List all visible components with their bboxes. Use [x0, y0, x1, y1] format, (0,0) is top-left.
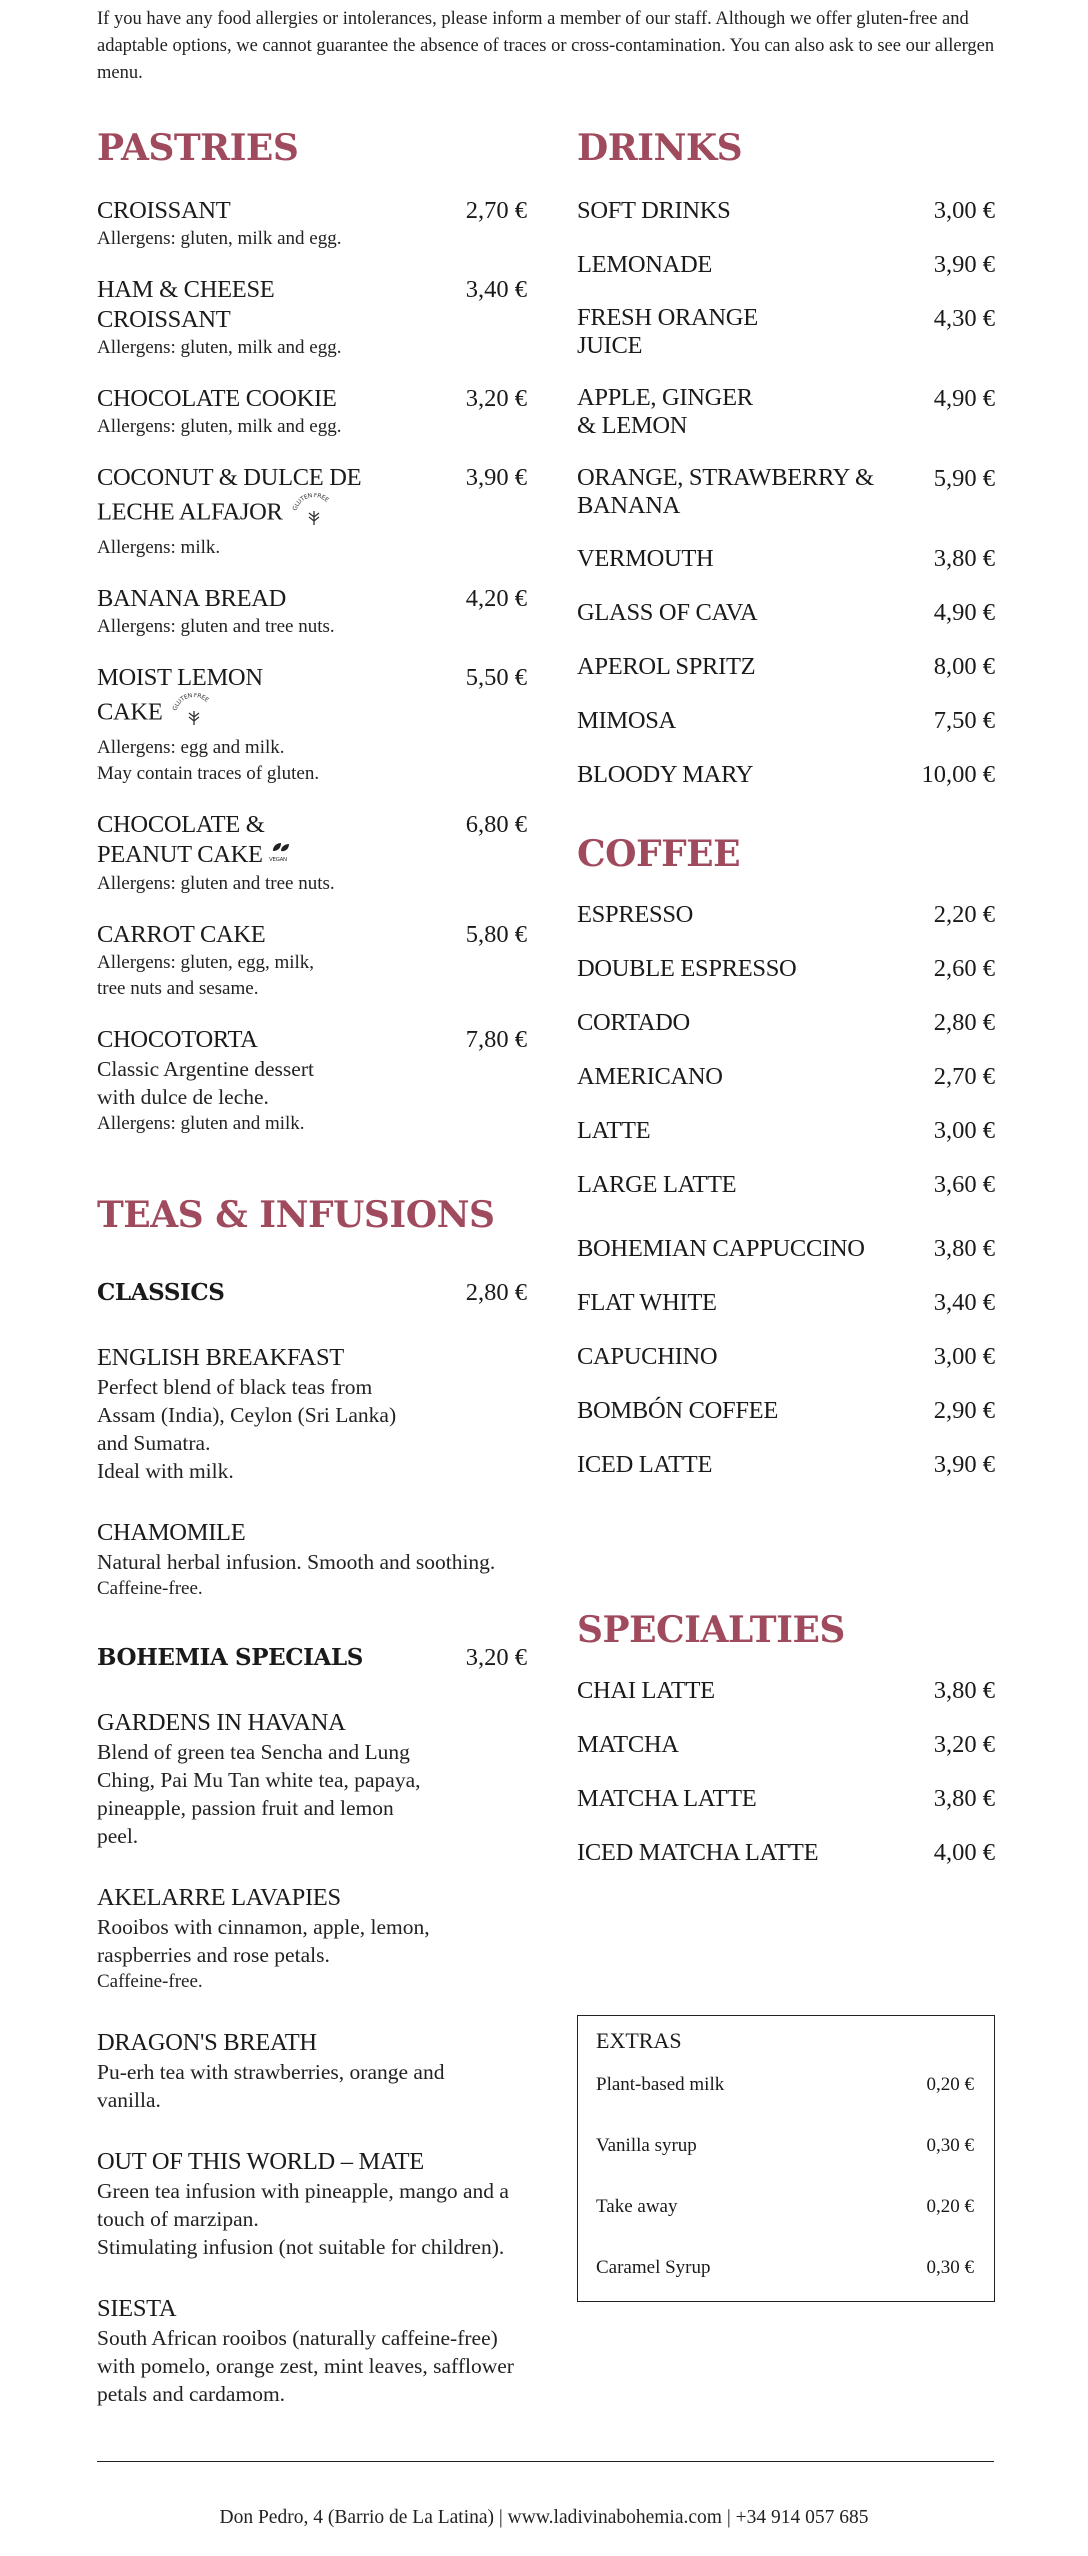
drink-price: 10,00 € [921, 761, 995, 788]
menu-item [97, 1025, 527, 1137]
drink-name: MIMOSA [577, 707, 676, 734]
menu-item [97, 920, 527, 1002]
coffee-item [577, 1396, 995, 1426]
coffee-name: FLAT WHITE [577, 1289, 717, 1316]
drink-item [577, 464, 995, 520]
item-allergens: Allergens: gluten, egg, milk, tree nuts and sesame. [97, 952, 315, 1000]
drink-item [577, 304, 995, 360]
allergy-notice: If you have any food allergies or intolerances, please inform a member of our staff. Although we offer gluten-free and adaptable options, we cannot guarantee the absence of traces or cross-contamination. You can also ask to see our allergen menu. [97, 9, 995, 83]
coffee-name: BOHEMIAN CAPPUCCINO [577, 1235, 865, 1262]
menu-item [97, 463, 527, 561]
coffee-name: ICED LATTE [577, 1451, 713, 1478]
coffee-item [577, 954, 995, 984]
drink-item [577, 760, 995, 790]
extra-price: 0,30 € [926, 2257, 974, 2278]
extra-name: Caramel Syrup [596, 2257, 711, 2278]
extra-price: 0,20 € [926, 2074, 974, 2095]
drink-price: 8,00 € [933, 653, 995, 680]
classics-header [97, 1279, 527, 1307]
coffee-name: LARGE LATTE [577, 1171, 737, 1198]
coffee-name: ESPRESSO [577, 901, 694, 928]
item-price: 3,20 € [465, 385, 527, 412]
drink-name: ORANGE, STRAWBERRY & BANANA [577, 464, 874, 519]
drink-item [577, 706, 995, 736]
tea-description: South African rooibos (naturally caffeine-free) with pomelo, orange zest, mint leaves, safflower petals and cardamom. [97, 2326, 514, 2407]
item-name: CHOCOLATE COOKIE [97, 385, 337, 412]
specialty-item [577, 1676, 995, 1706]
specialty-price: 3,80 € [933, 1785, 995, 1812]
gluten-free-badge-icon [171, 693, 217, 735]
coffee-name: AMERICANO [577, 1063, 723, 1090]
extra-item [596, 2072, 974, 2098]
coffee-price: 3,90 € [933, 1451, 995, 1478]
item-allergens: Allergens: gluten and tree nuts. [97, 873, 335, 895]
tea-note: Stimulating infusion (not suitable for children). [97, 2235, 505, 2260]
tea-item [97, 2294, 527, 2408]
coffee-price: 3,00 € [933, 1117, 995, 1144]
gluten-free-badge-icon [291, 493, 337, 535]
specialty-name: CHAI LATTE [577, 1677, 715, 1704]
item-allergens: Allergens: milk. [97, 537, 221, 558]
specialty-price: 3,20 € [933, 1731, 995, 1758]
item-price: 2,70 € [465, 197, 527, 224]
coffee-name: CAPUCHINO [577, 1343, 718, 1370]
item-name: COCONUT & DULCE DE LECHE ALFAJOR GLUTEN FREE [97, 463, 387, 535]
coffee-item [577, 1288, 995, 1318]
coffee-price: 3,40 € [933, 1289, 995, 1316]
item-price: 4,20 € [465, 585, 527, 612]
drink-price: 5,90 € [933, 465, 995, 492]
coffee-item [577, 1342, 995, 1372]
coffee-name: LATTE [577, 1117, 651, 1144]
item-name: CHOCOLATE & PEANUT CAKE VEGAN [97, 810, 347, 871]
item-allergens: Allergens: gluten, milk and egg. [97, 337, 342, 358]
menu-item [97, 663, 527, 787]
drink-name: LEMONADE [577, 251, 713, 278]
svg-text:GLUTEN FREE: GLUTEN FREE [291, 493, 330, 512]
item-allergens: Allergens: gluten and milk. [97, 1113, 305, 1135]
menu-item [97, 275, 527, 361]
tea-item [97, 2147, 527, 2261]
drink-price: 4,90 € [933, 599, 995, 626]
extra-item [596, 2133, 974, 2159]
drink-price: 4,30 € [933, 305, 995, 332]
specials-label: BOHEMIA SPECIALS [97, 1644, 363, 1672]
coffee-title: COFFEE [577, 833, 741, 875]
drink-name: APPLE, GINGER & LEMON [577, 384, 753, 439]
item-price: 5,50 € [465, 664, 527, 691]
coffee-price: 3,60 € [933, 1171, 995, 1198]
vegan-badge-icon [265, 841, 297, 871]
specialty-item [577, 1838, 995, 1868]
item-description: Classic Argentine dessert with dulce de leche. [97, 1057, 314, 1110]
extra-item [596, 2194, 974, 2220]
coffee-item [577, 1450, 995, 1480]
left-column [97, 122, 527, 2441]
item-price: 5,80 € [465, 921, 527, 949]
tea-name: ENGLISH BREAKFAST [97, 1344, 344, 1372]
extra-name: Plant-based milk [596, 2074, 725, 2095]
coffee-price: 2,20 € [933, 901, 995, 928]
coffee-price: 2,80 € [933, 1009, 995, 1036]
extra-name: Vanilla syrup [596, 2135, 697, 2156]
specialty-price: 3,80 € [933, 1677, 995, 1704]
specialty-item [577, 1730, 995, 1760]
tea-note: Ideal with milk. [97, 1459, 234, 1484]
coffee-price: 3,80 € [933, 1235, 995, 1262]
coffee-name: DOUBLE ESPRESSO [577, 955, 797, 982]
classics-price: 2,80 € [465, 1279, 527, 1307]
menu-item [97, 196, 527, 252]
drink-item [577, 250, 995, 280]
item-allergens: Allergens: gluten, milk and egg. [97, 416, 342, 437]
svg-text:GLUTEN FREE: GLUTEN FREE [171, 693, 210, 712]
drinks-title: DRINKS [577, 127, 743, 169]
drink-item [577, 544, 995, 574]
drink-item [577, 384, 995, 440]
specials-price: 3,20 € [465, 1644, 527, 1672]
drink-name: SOFT DRINKS [577, 197, 731, 224]
tea-item [97, 1343, 527, 1485]
tea-note: Caffeine-free. [97, 1971, 203, 1993]
tea-item [97, 1518, 527, 1602]
tea-note: Caffeine-free. [97, 1578, 203, 1600]
item-price: 7,80 € [465, 1026, 527, 1054]
drink-name: VERMOUTH [577, 545, 714, 572]
coffee-price: 3,00 € [933, 1343, 995, 1370]
extras-title: EXTRAS [596, 2028, 682, 2053]
svg-text:VEGAN: VEGAN [268, 857, 287, 864]
specialty-name: MATCHA [577, 1731, 679, 1758]
coffee-list [577, 900, 995, 1480]
specials-header [97, 1644, 527, 1672]
drink-name: FRESH ORANGE JUICE [577, 304, 758, 359]
drink-item [577, 652, 995, 682]
coffee-item [577, 1116, 995, 1146]
item-name: MOIST LEMON CAKE GLUTEN FREE [97, 663, 287, 735]
tea-description: Pu-erh tea with strawberries, orange and vanilla. [97, 2060, 445, 2113]
tea-name: AKELARRE LAVAPIES [97, 1884, 341, 1912]
tea-item [97, 1708, 527, 1850]
item-allergens: Allergens: gluten, milk and egg. [97, 228, 342, 249]
drink-price: 3,00 € [933, 197, 995, 224]
drink-name: GLASS OF CAVA [577, 599, 758, 626]
specialty-price: 4,00 € [933, 1839, 995, 1866]
drink-name: BLOODY MARY [577, 761, 754, 788]
item-traces: May contain traces of gluten. [97, 763, 320, 784]
drink-item [577, 598, 995, 628]
item-price: 6,80 € [465, 811, 527, 838]
item-name: BANANA BREAD [97, 585, 287, 612]
menu-item [97, 810, 527, 897]
footer-contact: Don Pedro, 4 (Barrio de La Latina) | www.ladivinabohemia.com | +34 914 057 685 [219, 2507, 869, 2528]
coffee-item [577, 900, 995, 930]
item-name: CROISSANT [97, 197, 231, 224]
drink-price: 4,90 € [933, 385, 995, 412]
specialty-name: ICED MATCHA LATTE [577, 1839, 819, 1866]
coffee-item [577, 1062, 995, 1092]
item-name: CARROT CAKE [97, 921, 266, 949]
specialty-name: MATCHA LATTE [577, 1785, 757, 1812]
drink-name: APEROL SPRITZ [577, 653, 756, 680]
tea-description: Rooibos with cinnamon, apple, lemon, raspberries and rose petals. [97, 1915, 430, 1968]
tea-name: GARDENS IN HAVANA [97, 1709, 346, 1737]
item-name: CHOCOTORTA [97, 1026, 258, 1054]
drink-price: 7,50 € [933, 707, 995, 734]
coffee-price: 2,90 € [933, 1397, 995, 1424]
specialties-list [577, 1676, 995, 1868]
extra-name: Take away [596, 2196, 678, 2217]
coffee-name: CORTADO [577, 1009, 690, 1036]
item-name: HAM & CHEESE CROISSANT [97, 276, 275, 333]
specialty-item [577, 1784, 995, 1814]
drink-price: 3,80 € [933, 545, 995, 572]
tea-description: Perfect blend of black teas from Assam (India), Ceylon (Sri Lanka) and Sumatra. [97, 1375, 397, 1456]
item-price: 3,40 € [465, 276, 527, 303]
menu-item [97, 384, 527, 440]
classics-label: CLASSICS [97, 1279, 225, 1307]
coffee-price: 2,70 € [933, 1063, 995, 1090]
teas-title: TEAS & INFUSIONS [97, 1194, 495, 1237]
tea-name: OUT OF THIS WORLD – MATE [97, 2148, 424, 2176]
specialties-title: SPECIALTIES [577, 1609, 845, 1651]
coffee-item [577, 1008, 995, 1038]
footer-divider [97, 2461, 994, 2462]
drink-price: 3,90 € [933, 251, 995, 278]
tea-description: Green tea infusion with pineapple, mango and a touch of marzipan. [97, 2179, 509, 2232]
extra-price: 0,30 € [926, 2135, 974, 2156]
tea-description: Blend of green tea Sencha and Lung Ching, Pai Mu Tan white tea, papaya, pineapple, passion fruit and lemon peel. [97, 1740, 421, 1849]
extra-item [596, 2255, 974, 2281]
item-price: 3,90 € [465, 464, 527, 491]
right-column [577, 122, 995, 1892]
coffee-item [577, 1234, 995, 1264]
tea-name: CHAMOMILE [97, 1519, 246, 1547]
tea-item [97, 1883, 527, 1995]
item-allergens: Allergens: gluten and tree nuts. [97, 616, 335, 637]
tea-description: Natural herbal infusion. Smooth and soothing. [97, 1550, 496, 1575]
pastries-title: PASTRIES [97, 127, 299, 169]
coffee-item [577, 1170, 995, 1200]
coffee-name: BOMBÓN COFFEE [577, 1397, 778, 1424]
extras-box [577, 2015, 995, 2302]
item-allergens: Allergens: egg and milk. [97, 737, 285, 758]
tea-name: DRAGON'S BREATH [97, 2029, 317, 2057]
coffee-price: 2,60 € [933, 955, 995, 982]
menu-item [97, 584, 527, 640]
drinks-list [577, 196, 995, 790]
tea-name: SIESTA [97, 2295, 177, 2323]
drink-item [577, 196, 995, 226]
tea-item [97, 2028, 527, 2114]
extra-price: 0,20 € [926, 2196, 974, 2217]
